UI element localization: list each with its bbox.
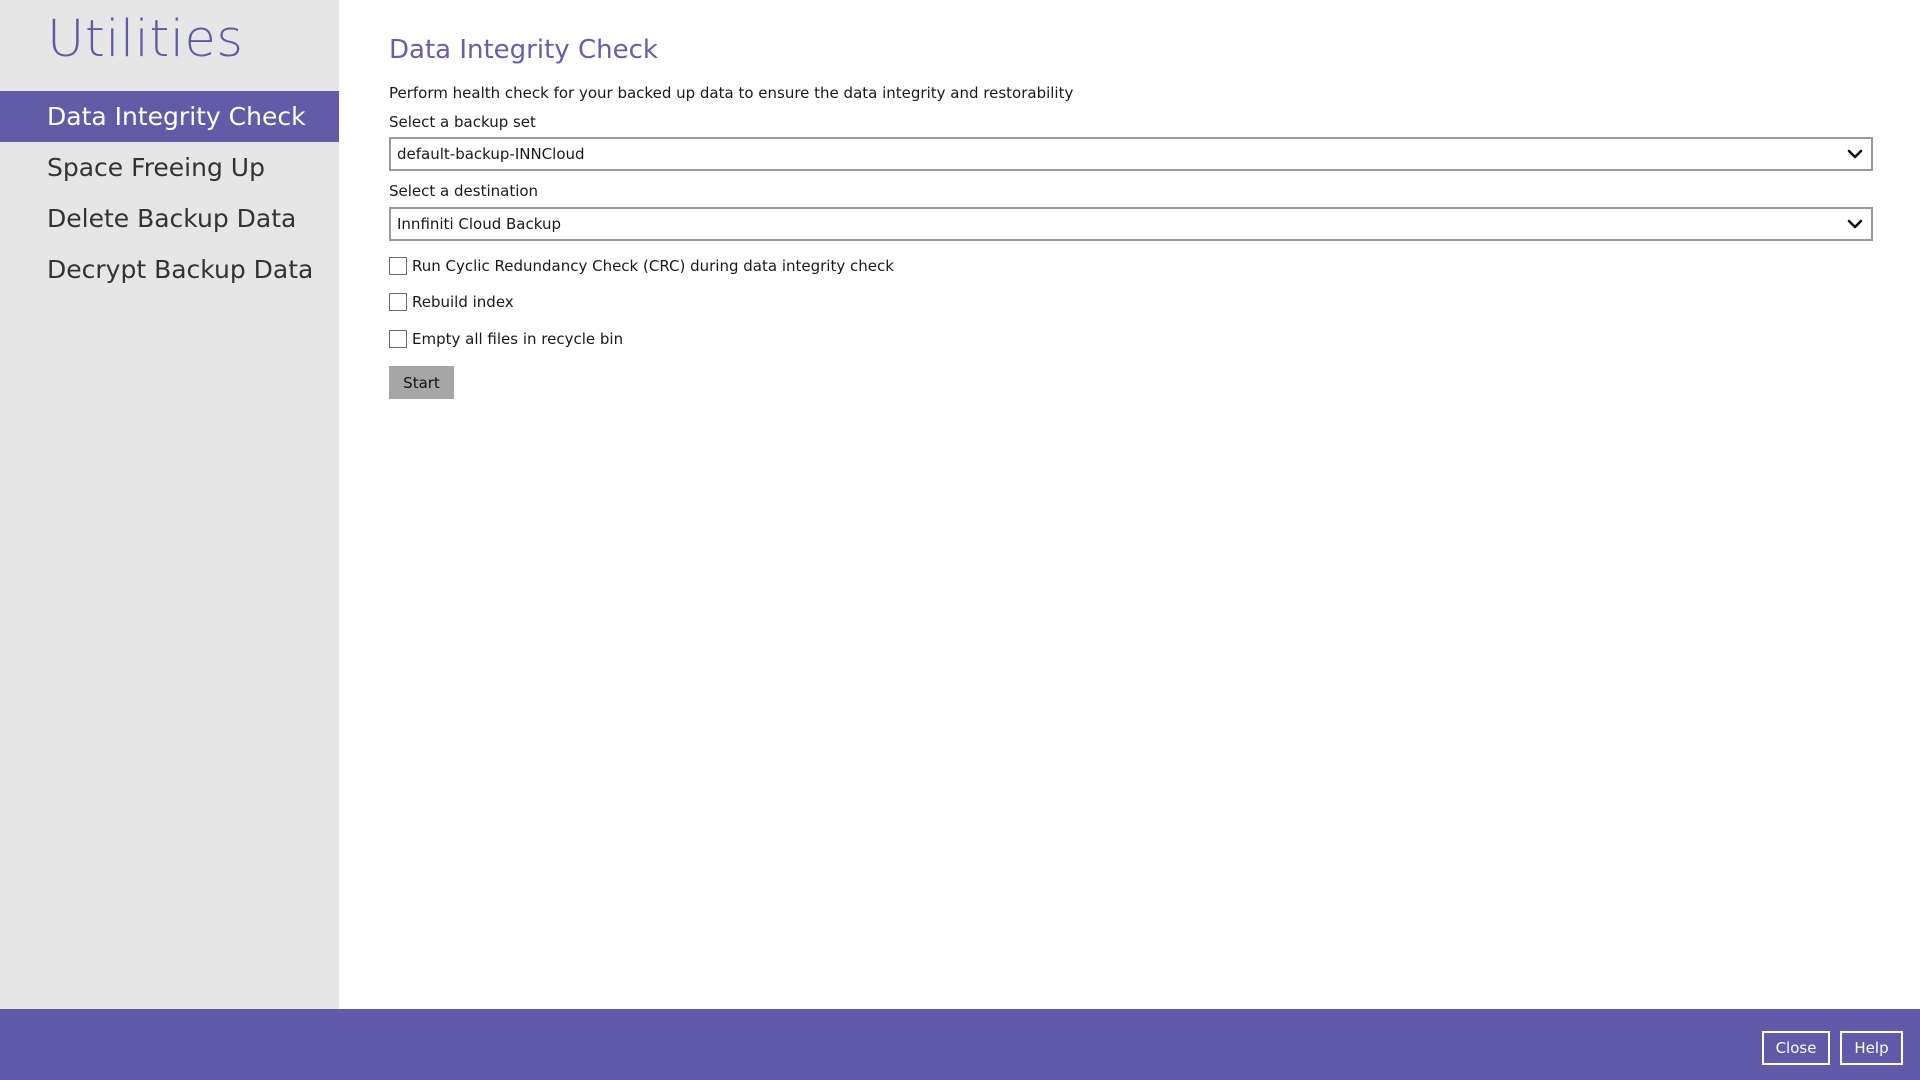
sidebar-item-space-freeing-up[interactable]: Space Freeing Up xyxy=(47,153,265,182)
chevron-down-icon xyxy=(1847,216,1863,232)
sidebar xyxy=(0,0,339,1009)
main-panel xyxy=(339,0,1920,1009)
destination-label: Select a destination xyxy=(389,182,539,200)
crc-option[interactable] xyxy=(389,255,894,277)
destination-select[interactable] xyxy=(389,207,1873,241)
backup-set-value: default-backup-INNCloud xyxy=(397,145,585,163)
rebuild-index-checkbox[interactable] xyxy=(389,293,407,311)
empty-recycle-bin-checkbox[interactable] xyxy=(389,330,407,348)
help-button[interactable]: Help xyxy=(1840,1031,1903,1065)
footer-bar xyxy=(0,1009,1920,1080)
sidebar-item-data-integrity-check[interactable]: Data Integrity Check xyxy=(0,91,339,142)
backup-set-label: Select a backup set xyxy=(389,113,536,131)
empty-recycle-bin-option[interactable] xyxy=(389,328,623,350)
sidebar-item-delete-backup-data[interactable]: Delete Backup Data xyxy=(47,204,297,233)
page-description: Perform health check for your backed up data to ensure the data integrity and restorability xyxy=(389,84,1074,102)
rebuild-index-label: Rebuild index xyxy=(412,293,514,311)
page-title: Data Integrity Check xyxy=(389,35,658,65)
rebuild-index-option[interactable] xyxy=(389,291,514,313)
destination-value: Innfiniti Cloud Backup xyxy=(397,215,561,233)
empty-recycle-bin-label: Empty all files in recycle bin xyxy=(412,330,624,348)
backup-set-select[interactable] xyxy=(389,137,1873,171)
crc-checkbox[interactable] xyxy=(389,257,407,275)
sidebar-item-decrypt-backup-data[interactable]: Decrypt Backup Data xyxy=(47,255,314,284)
close-button[interactable]: Close xyxy=(1762,1031,1830,1065)
crc-label: Run Cyclic Redundancy Check (CRC) during data integrity check xyxy=(412,257,894,275)
start-button[interactable]: Start xyxy=(389,366,454,399)
chevron-down-icon xyxy=(1847,146,1863,162)
sidebar-title: Utilities xyxy=(47,10,244,69)
sidebar-nav xyxy=(0,91,339,295)
